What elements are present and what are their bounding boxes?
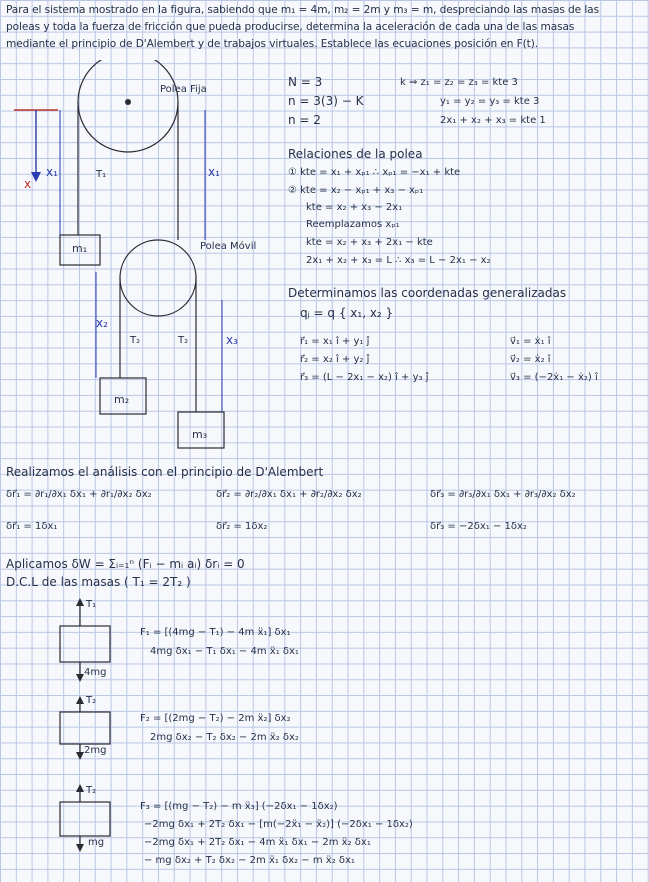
position-r3: r⃗₃ = (L − 2x₁ − x₂) î + y₃ ĵ <box>300 372 429 383</box>
relation-6: 2x₁ + x₂ + x₃ = L ∴ x₃ = L − 2x₁ − x₂ <box>306 255 491 266</box>
position-r2: r⃗₂ = x₂ î + y₂ ĵ <box>300 354 370 365</box>
dof-line-3: n = 2 <box>288 113 321 127</box>
fbd-t2a: T₂ <box>86 695 97 706</box>
analysis-title: Realizamos el análisis con el principio de D'Alembert <box>6 465 324 479</box>
intro-line-1: Para el sistema mostrado en la figura, sabiendo que m₁ = 4m, m₂ = 2m y m₃ = m, despreciando las masas de las <box>6 4 599 16</box>
relation-4: Reemplazamos xₚ₁ <box>306 219 400 230</box>
f2-line-1: F₂ = [(2mg − T₂) − 2m ẍ₂] δx₂ <box>140 713 291 724</box>
delta-r1: δr⃗₁ = 1δx₁ <box>6 521 58 532</box>
delta-r3-expanded: δr⃗₃ = ∂r₃/∂x₁ δx₁ + ∂r₃/∂x₂ δx₂ <box>430 489 576 500</box>
m2-label: m₂ <box>114 393 130 406</box>
f3-line-3: −2mg δx₁ + 2T₂ δx₁ − 4m ẍ₁ δx₁ − 2m ẍ₂ δx₁ <box>144 837 371 848</box>
fbd-w2: 2mg <box>84 745 107 756</box>
x1-right-label: x₁ <box>208 165 220 179</box>
gen-coords-title: Determinamos las coordenadas generalizadas <box>288 286 567 300</box>
fbd-t1: T₁ <box>86 599 97 610</box>
velocity-v1: v⃗₁ = ẋ₁ î <box>510 336 551 347</box>
position-r1: r⃗₁ = x₁ î + y₁ ĵ <box>300 336 370 347</box>
f3-line-2: −2mg δx₁ + 2T₂ δx₁ − [m(−2ẍ₁ − ẍ₂)] (−2δx₁ − 1δx₂) <box>144 819 413 830</box>
fixed-pulley-axle <box>125 99 131 105</box>
x3-label: x₃ <box>226 333 238 347</box>
k-line-1: k ⇒ z₁ = z₂ = z₃ = kte 3 <box>400 77 518 88</box>
relation-1: ① kte = x₁ + xₚ₁ ∴ xₚ₁ = −x₁ + kte <box>288 167 461 178</box>
fbd-m1-box <box>60 626 110 662</box>
fbd-t2b: T₂ <box>86 785 97 796</box>
x1-label: x₁ <box>46 165 58 179</box>
dof-line-1: N = 3 <box>288 75 323 89</box>
f2-line-2: 2mg δx₂ − T₂ δx₂ − 2m ẍ₂ δx₂ <box>150 732 299 743</box>
delta-r3: δr⃗₃ = −2δx₁ − 1δx₂ <box>430 521 527 532</box>
x-axis-arrowhead <box>31 172 41 182</box>
f3-line-4: − mg δx₂ + T₂ δx₂ − 2m ẍ₁ δx₂ − m ẍ₂ δx₁ <box>144 855 355 866</box>
m1-label: m₁ <box>72 242 88 255</box>
fbd-w1: 4mg <box>84 667 107 678</box>
free-body-diagrams <box>0 596 140 882</box>
velocity-v2: v⃗₂ = ẋ₂ î <box>510 354 551 365</box>
pulley-diagram <box>0 60 300 460</box>
relation-2: ② kte = x₂ − xₚ₁ + x₃ − xₚ₁ <box>288 185 424 196</box>
fbd-m3-box <box>60 802 110 836</box>
fixed-pulley-label: Polea Fija <box>160 84 207 95</box>
mobile-pulley <box>120 240 196 316</box>
intro-line-3: mediante el principio de D'Alembert y de trabajos virtuales. Establece las ecuaciones posición en F(t). <box>6 38 539 50</box>
f1-line-1: F₁ = [(4mg − T₁) − 4m ẍ₁] δx₁ <box>140 627 291 638</box>
intro-line-2: poleas y toda la fuerza de fricción que pueda producirse, determina la aceleración de cada una de las masas <box>6 21 575 33</box>
velocity-v3: v⃗₃ = (−2ẋ₁ − ẋ₂) î <box>510 372 598 383</box>
relations-title: Relaciones de la polea <box>288 147 423 161</box>
dof-line-2: n = 3(3) − K <box>288 94 364 108</box>
x-axis-label: x <box>24 177 32 191</box>
gen-coords: qⱼ = q { x₁, x₂ } <box>300 306 394 320</box>
delta-r1-expanded: δr⃗₁ = ∂r₁/∂x₁ δx₁ + ∂r₁/∂x₂ δx₂ <box>6 489 152 500</box>
t1-label: T₁ <box>96 169 107 180</box>
k-line-3: 2x₁ + x₂ + x₃ = kte 1 <box>440 115 546 126</box>
relation-5: kte = x₂ + x₃ + 2x₁ − kte <box>306 237 433 248</box>
m3-label: m₃ <box>192 428 208 441</box>
delta-r2-expanded: δr⃗₂ = ∂r₂/∂x₁ δx₁ + ∂r₂/∂x₂ δx₂ <box>216 489 362 500</box>
fbd-m2-box <box>60 712 110 744</box>
f1-line-2: 4mg δx₁ − T₁ δx₁ − 4m ẍ₁ δx₁ <box>150 646 299 657</box>
fbd-title: D.C.L de las masas ( T₁ = 2T₂ ) <box>6 575 191 589</box>
relation-3: kte = x₂ + x₃ − 2x₁ <box>306 202 403 213</box>
fbd-w3: mg <box>88 837 105 848</box>
x2-label: x₂ <box>96 316 108 330</box>
t2-left-label: T₂ <box>130 335 141 346</box>
t2-right-label: T₂ <box>178 335 189 346</box>
delta-r2: δr⃗₂ = 1δx₂ <box>216 521 268 532</box>
f3-line-1: F₃ = [(mg − T₂) − m ẍ₃] (−2δx₁ − 1δx₂) <box>140 801 338 812</box>
k-line-2: y₁ = y₂ = y₃ = kte 3 <box>440 96 540 107</box>
fixed-pulley <box>78 60 178 152</box>
mobile-pulley-label: Polea Móvil <box>200 241 257 252</box>
virtual-work-statement: Aplicamos δW = Σᵢ₌₁ⁿ (Fᵢ − mᵢ aᵢ) δrᵢ = 0 <box>6 557 245 571</box>
